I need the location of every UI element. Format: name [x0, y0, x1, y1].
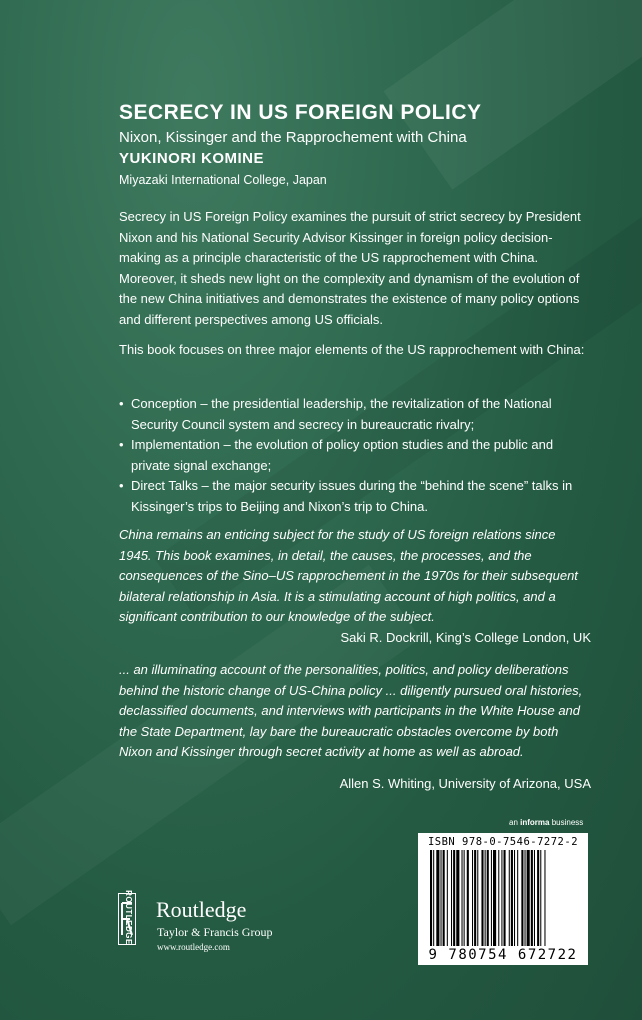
bullet-icon: • — [119, 396, 124, 411]
bullet-item — [119, 394, 591, 435]
barcode-bar — [485, 850, 486, 946]
barcode-bar — [501, 850, 502, 946]
publisher-url[interactable]: www.routledge.com — [157, 942, 230, 952]
bullet-icon: • — [119, 478, 124, 493]
barcode-bar — [456, 850, 459, 946]
informa-wordmark: informa — [520, 818, 550, 827]
barcode-bar — [504, 850, 506, 946]
publisher-group: Taylor & Francis Group — [157, 925, 273, 939]
barcode-bar — [436, 850, 439, 946]
barcode-bar — [527, 850, 530, 946]
focus-bullet-list — [119, 394, 591, 517]
barcode-bar — [544, 850, 545, 946]
endorsement-attribution: Saki R. Dockrill, King’s College London, UK — [340, 630, 591, 645]
ean-number: 9 780754 672722 — [428, 947, 578, 963]
description-paragraph: Secrecy in US Foreign Policy examines the pursuit of strict secrecy by President Nixon and his National Security Advisor Kissinger in foreign policy decision-making as a principle characteristic of the US rapprochement with China. Moreover, it sheds new light on the complexity and dynamism of the evolution of the new China initiatives and demonstrates the existence of many policy options and different perspectives among US officials. — [119, 209, 581, 327]
book-subtitle: Nixon, Kissinger and the Rapprochement with China — [119, 129, 467, 146]
barcode-bar — [481, 850, 483, 946]
endorsement-attribution: Allen S. Whiting, University of Arizona, USA — [339, 776, 591, 791]
back-cover-content — [119, 100, 591, 791]
bullet-text: Direct Talks – the major security issues during the “behind the scene” talks in Kissinger’s trips to Beijing and Nixon’s trip to China. — [131, 478, 573, 514]
bullet-text: Implementation – the evolution of policy option studies and the public and private signal exchange; — [131, 437, 554, 473]
barcode-bar — [477, 850, 478, 946]
barcode-bar — [493, 850, 496, 946]
author-name: YUKINORI KOMINE — [119, 150, 265, 167]
barcode-bar — [462, 850, 463, 946]
publisher-vertical-mark: ROUTLEDGE — [123, 890, 133, 945]
barcode-bar — [514, 850, 515, 946]
barcode-bar — [447, 850, 448, 946]
bullet-item — [119, 435, 591, 476]
barcode-bar — [464, 850, 465, 946]
barcode-bar — [537, 850, 539, 946]
barcode-bar — [453, 850, 455, 946]
barcode-bar — [433, 850, 434, 946]
barcode-bar — [517, 850, 518, 946]
barcode-bar — [540, 850, 541, 946]
barcode-bar — [525, 850, 526, 946]
barcode-bar — [498, 850, 499, 946]
focus-intro-paragraph: This book focuses on three major elements of the US rapprochement with China: — [119, 342, 585, 357]
barcode-bar — [443, 850, 445, 946]
barcode-bar — [430, 850, 432, 946]
publisher-name: Routledge — [156, 897, 247, 922]
informa-business-tag: an informa business — [509, 818, 584, 827]
barcode-bar — [487, 850, 489, 946]
isbn-number: ISBN 978-0-7546-7272-2 — [427, 836, 579, 848]
bullet-icon: • — [119, 437, 124, 452]
barcode-bar — [467, 850, 469, 946]
author-affiliation: Miyazaki International College, Japan — [119, 173, 327, 187]
book-title: SECRECY IN US FOREIGN POLICY — [119, 101, 482, 124]
publisher-logo — [118, 890, 308, 953]
isbn-barcode — [418, 833, 588, 965]
bullet-item — [119, 476, 591, 517]
endorsement-quote: ... an illuminating account of the personalities, politics, and policy deliberations behind the historic change of US-China policy ... diligently pursued oral histories, declassified documents, and interviews with participants in the White House and the State Department, lay bare the bureaucratic obstacles overcome by both Nixon and Kissinger through secret activity at home as well as abroad. — [119, 662, 583, 759]
barcode-bar — [474, 850, 476, 946]
bullet-text: Conception – the presidential leadership, the revitalization of the National Security Council system and secrecy in bureaucratic rivalry; — [131, 396, 552, 432]
barcode-bar — [521, 850, 523, 946]
barcode-bar — [531, 850, 533, 946]
endorsement-quote: China remains an enticing subject for the study of US foreign relations since 1945. This book examines, in detail, the causes, the processes, and the consequences of the Sino–US rapprochement in the 1970s for their subsequent bilateral relationship in Asia. It is a stimulating account of high politics, and a significant contribution to our knowledge of the subject. — [119, 527, 578, 624]
barcode-bars — [430, 850, 580, 946]
barcode-bar — [472, 850, 473, 946]
barcode-bar — [491, 850, 492, 946]
barcode-bar — [534, 850, 535, 946]
barcode-bar — [441, 850, 442, 946]
barcode-bar — [511, 850, 513, 946]
barcode-bar — [451, 850, 452, 946]
barcode-bar — [509, 850, 510, 946]
